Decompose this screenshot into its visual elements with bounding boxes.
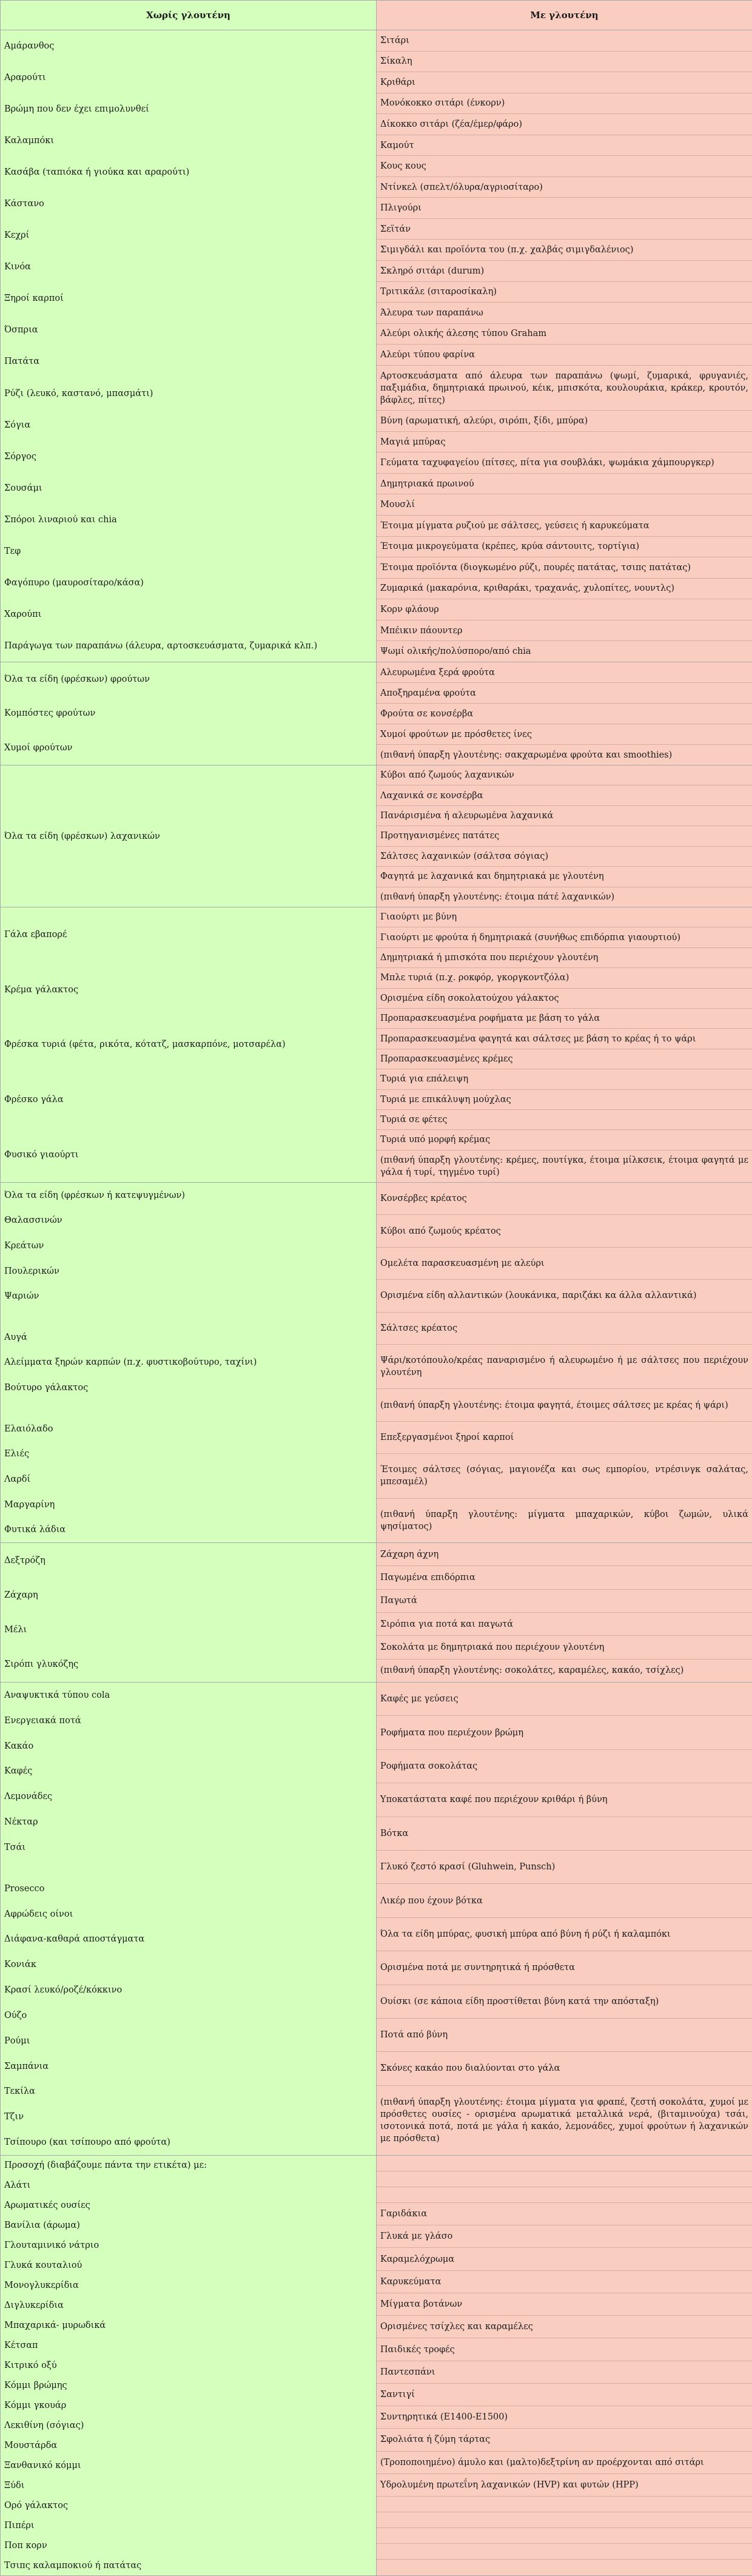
list-item: Πλιγούρι xyxy=(377,198,752,219)
list-item: Σίκαλη xyxy=(377,52,752,73)
list-item: Έτοιμα μίγματα ρυζιού με σάλτσες, γεύσεις ή καρυκεύματα xyxy=(377,516,752,537)
list-item: Αλευρωμένα ξερά φρούτα xyxy=(377,662,752,683)
list-item: Μέλι xyxy=(1,1613,376,1647)
list-item: Δεξτρόζη xyxy=(1,1543,376,1578)
list-item: Κονσέρβες κρέατος xyxy=(377,1183,752,1215)
list-item: Βύνη (αρωματική, αλεύρι, σιρόπι, ξίδι, μπύρα) xyxy=(377,411,752,432)
list-item: Λεμονάδες xyxy=(1,1784,376,1809)
list-item: Τυριά υπό μορφή κρέμας xyxy=(377,1130,752,1150)
list-item: Αμάρανθος xyxy=(1,30,376,62)
list-item: Βότκα xyxy=(377,1817,752,1851)
list-item: Νέκταρ xyxy=(1,1809,376,1835)
list-spacer xyxy=(377,2187,752,2203)
list-item: Καφές με γεύσεις xyxy=(377,1683,752,1716)
list-item: Ξηροί καρποί xyxy=(1,283,376,314)
list-item: Καφές xyxy=(1,1758,376,1784)
list-item: Προτηγανισμένες πατάτες xyxy=(377,826,752,846)
list-item: Αρωματικές ουσίες xyxy=(1,2196,376,2216)
list-item: Κορν φλάουρ xyxy=(377,599,752,620)
list-item: Ποτά από βύνη xyxy=(377,2019,752,2052)
list-item: Ορισμένα ποτά με συντηρητικά ή πρόσθετα xyxy=(377,1951,752,1985)
list-spacer xyxy=(377,2497,752,2512)
list-item: Ζάχαρη xyxy=(1,1578,376,1612)
list-item: Βούτυρο γάλακτος xyxy=(1,1375,376,1401)
list-item: Γλυκά με γλάσο xyxy=(377,2225,752,2248)
list-item: Γλυκά κουταλιού xyxy=(1,2256,376,2276)
list-item: Παιδικές τροφές xyxy=(377,2338,752,2361)
list-item: Ζάχαρη άχνη xyxy=(377,1543,752,1566)
list-item: (πιθανή ύπαρξη γλουτένης: έτοιμα πάτέ λαχανικών) xyxy=(377,887,752,907)
list-item: Τσίπουρο (και τσίπουρο από φρούτα) xyxy=(1,2130,376,2155)
list-item: (πιθανή ύπαρξη γλουτένης: έτοιμα φαγητά, έτοιμες σάλτσες με κρέας ή ψάρι) xyxy=(377,1389,752,1421)
list-item: Παγωμένα επιδόρπια xyxy=(377,1566,752,1589)
list-item: Αλεύρι ολικής άλεσης τύπου Graham xyxy=(377,324,752,345)
list-item: Σιτάρι xyxy=(377,30,752,52)
list-item: Κρέμα γάλακτος xyxy=(1,963,376,1018)
list-item: Σοκολάτα με δημητριακά που περιέχουν γλουτένη xyxy=(377,1636,752,1659)
section-condiments xyxy=(1,2156,752,2576)
list-item: Γαριδάκια xyxy=(377,2203,752,2225)
list-item: Σεϊτάν xyxy=(377,219,752,240)
list-item: Φρέσκο γάλα xyxy=(1,1072,376,1128)
list-item: Σόργος xyxy=(1,441,376,472)
list-item: Φαγόπυρο (μαυροσίταρο/κάσα) xyxy=(1,567,376,599)
gluten-free-cell xyxy=(1,765,377,907)
list-item: Αλάτι xyxy=(1,2176,376,2196)
list-spacer xyxy=(377,2512,752,2528)
list-item: Ορισμένες τσίχλες και καραμέλες xyxy=(377,2316,752,2338)
list-item: Κινόα xyxy=(1,251,376,283)
list-item: Σκληρό σιτάρι (durum) xyxy=(377,261,752,282)
list-item: Κέτσαπ xyxy=(1,2336,376,2356)
list-item: Τεφ xyxy=(1,536,376,567)
list-item: Ομελέτα παρασκευασμένη με αλεύρι xyxy=(377,1248,752,1280)
list-item: Ροφήματα σοκολάτας xyxy=(377,1750,752,1783)
with-gluten-cell xyxy=(377,1183,752,1543)
list-item: Φρέσκα τυριά (φέτα, ρικότα, κότατζ, μασκαρπόνε, μοτσαρέλα) xyxy=(1,1017,376,1072)
list-item: Σαντιγί xyxy=(377,2384,752,2406)
table-body xyxy=(1,30,752,2576)
list-item: Αραρούτι xyxy=(1,62,376,93)
list-item: Υδρολυμένη πρωτεΐνη λαχανικών (HVP) και φυτών (HPP) xyxy=(377,2474,752,2497)
list-item: Υποκατάστατα καφέ που περιέχουν κριθάρι ή βύνη xyxy=(377,1783,752,1817)
list-item: Ποπ κορν xyxy=(1,2535,376,2555)
list-item: Αλείμματα ξηρών καρπών (π.χ. φυστικοβούτυρο, ταχίνι) xyxy=(1,1350,376,1376)
list-item: Όλα τα είδη (φρέσκων) φρούτων xyxy=(1,662,376,696)
list-item: Ρύζι (λευκό, καστανό, μπασμάτι) xyxy=(1,378,376,409)
with-gluten-cell xyxy=(377,1683,752,2156)
list-item: Καρυκεύματα xyxy=(377,2271,752,2293)
list-item: Ψαριών xyxy=(1,1283,376,1309)
list-item: Σαμπάνια xyxy=(1,2054,376,2079)
list-item: Κάστανο xyxy=(1,188,376,220)
list-item: Αναψυκτικά τύπου cola xyxy=(1,1683,376,1708)
list-item: Ντίνκελ (σπελτ/όλυρα/αγριοσίταρο) xyxy=(377,177,752,198)
list-item: Σόγια xyxy=(1,409,376,441)
list-item: Γάλα εβαπορέ xyxy=(1,907,376,963)
list-item: Κρασί λευκό/ροζέ/κόκκινο xyxy=(1,1977,376,2003)
list-item: Κριθάρι xyxy=(377,72,752,93)
list-item: Διγλυκερίδια xyxy=(1,2296,376,2316)
list-item: Κους κους xyxy=(377,156,752,177)
list-item: Ψάρι/κοτόπουλο/κρέας παναρισμένο ή αλευρωμένο ή με σάλτσες που περιέχουν γλουτένη xyxy=(377,1345,752,1389)
list-item: Ψωμί ολικής/πολύσπορο/από chia xyxy=(377,641,752,662)
gluten-free-cell xyxy=(1,1183,377,1543)
list-item: Έτοιμες σάλτσες (σόγιας, μαγιονέζα και σως εμπορίου, ντρέσινγκ σαλάτας, μπεσαμέλ) xyxy=(377,1454,752,1498)
list-spacer xyxy=(377,2528,752,2544)
list-item: Μαργαρίνη xyxy=(1,1492,376,1518)
list-item: Σφολιάτα ή ζύμη τάρτας xyxy=(377,2429,752,2451)
with-gluten-cell xyxy=(377,765,752,907)
list-item: Συντηρητικά (Ε1400-Ε1500) xyxy=(377,2406,752,2429)
list-item: Προπαρασκευασμένα φαγητά και σάλτσες με βάση το κρέας ή το ψάρι xyxy=(377,1029,752,1049)
section-vegetables xyxy=(1,765,752,907)
with-gluten-cell xyxy=(377,907,752,1183)
list-item: Μπλε τυριά (π.χ. ροκφόρ, γκοργκοντζόλα) xyxy=(377,968,752,988)
list-item: Ουίσκι (σε κάποια είδη προστίθεται βύνη κατά την απόσταξη) xyxy=(377,1985,752,2019)
list-item: Σάλτσες λαχανικών (σάλτσα σόγιας) xyxy=(377,847,752,867)
list-item: Μουσλί xyxy=(377,494,752,516)
list-item: Φρούτα σε κονσέρβα xyxy=(377,704,752,724)
with-gluten-cell xyxy=(377,2156,752,2576)
with-gluten-cell xyxy=(377,1543,752,1683)
list-item: Μονόκοκκο σιτάρι (ένκορν) xyxy=(377,93,752,115)
gluten-free-column-header: Χωρίς γλουτένη xyxy=(1,1,377,30)
section-fruits xyxy=(1,662,752,765)
list-item: Χαρούπι xyxy=(1,599,376,630)
list-item: Όλα τα είδη (φρέσκων) λαχανικών xyxy=(1,765,376,907)
list-item: Τυριά σε φέτες xyxy=(377,1110,752,1130)
gluten-free-cell xyxy=(1,30,377,662)
list-spacer xyxy=(1,1401,376,1416)
list-item: (πιθανή ύπαρξη γλουτένης: μίγματα μπαχαρικών, κύβοι ζωμών, υλικά ψησίματος) xyxy=(377,1499,752,1542)
list-item: Ξύδι xyxy=(1,2475,376,2495)
list-item: Κονιάκ xyxy=(1,1952,376,1977)
list-spacer xyxy=(377,2171,752,2187)
list-item: Αφρώδεις οίνοι xyxy=(1,1902,376,1927)
list-item: Ορό γάλακτος xyxy=(1,2495,376,2515)
list-item: Τσάι xyxy=(1,1835,376,1860)
list-item: (πιθανή ύπαρξη γλουτένης: κρέμες, πουτίγκα, έτοιμα μίλκσεικ, έτοιμα φαγητά με γάλα ή τυρί, τηγμένο τυρί) xyxy=(377,1151,752,1182)
table-header-row xyxy=(1,1,752,30)
list-item: Ορισμένα είδη σοκολατούχου γάλακτος xyxy=(377,989,752,1009)
list-item: Όσπρια xyxy=(1,314,376,346)
list-spacer xyxy=(377,2156,752,2171)
list-item: Ελιές xyxy=(1,1441,376,1467)
list-spacer xyxy=(1,1860,376,1876)
list-item: Αλεύρι τύπου φαρίνα xyxy=(377,345,752,366)
with-gluten-cell xyxy=(377,662,752,765)
list-item: Τζιν xyxy=(1,2104,376,2130)
list-item: Διάφανα-καθαρά αποστάγματα xyxy=(1,1926,376,1952)
list-item: Όλα τα είδη μπύρας, φυσική μπύρα από βύνη ή ρύζι ή καλαμπόκι xyxy=(377,1918,752,1951)
list-item: Αρτοσκευάσματα από άλευρα των παραπάνω (ψωμί, ζυμαρικά, φρυγανιές, παξιμάδια, δημητριακά πρωινού, κέικ, μπισκότα, κουλουράκια, κράκερ, κρουτόν, βάφλες, πίτες) xyxy=(377,366,752,411)
list-item: Άλευρα των παραπάνω xyxy=(377,303,752,324)
list-item: Ρούμι xyxy=(1,2028,376,2054)
list-item: Πανάρισμένα ή αλευρωμένα λαχανικά xyxy=(377,806,752,826)
section-beverages xyxy=(1,1683,752,2156)
list-item: Φαγητά με λαχανικά και δημητριακά με γλουτένη xyxy=(377,867,752,887)
list-item: Επεξεργασμένοι ξηροί καρποί xyxy=(377,1422,752,1454)
section-grains xyxy=(1,30,752,662)
list-item: Μίγματα βοτάνων xyxy=(377,2293,752,2316)
list-item: Μπέικιν πάουντερ xyxy=(377,620,752,642)
list-item: Σιμιγδάλι και προϊόντα του (π.χ. χαλβάς σιμιγδαλένιος) xyxy=(377,240,752,261)
list-item: Καραμελόχρωμα xyxy=(377,2248,752,2270)
list-item: Κόμμι βρώμης xyxy=(1,2375,376,2395)
list-item: Μαγιά μπύρας xyxy=(377,432,752,453)
list-item: Κασάβα (ταπιόκα ή γιούκα και αραρούτι) xyxy=(1,156,376,188)
list-spacer xyxy=(377,2544,752,2560)
list-item: Γιαούρτι με βύνη xyxy=(377,907,752,927)
list-item: Πιπέρι xyxy=(1,2515,376,2535)
list-item: Τεκίλα xyxy=(1,2079,376,2104)
list-item: Ορισμένα είδη αλλαντικών (λουκάνικα, παριζάκι κα άλλα αλλαντικά) xyxy=(377,1280,752,1312)
list-item: Λαχανικά σε κονσέρβα xyxy=(377,785,752,805)
list-item: Αυγά xyxy=(1,1325,376,1350)
section-protein-fats xyxy=(1,1183,752,1543)
gluten-free-cell xyxy=(1,662,377,765)
gluten-free-cell xyxy=(1,1683,377,2156)
list-item: Ούζο xyxy=(1,2003,376,2028)
list-item: Κύβοι από ζωμούς κρέατος xyxy=(377,1215,752,1247)
list-item: Παράγωγα των παραπάνω (άλευρα, αρτοσκευάσματα, ζυμαρικά κλπ.) xyxy=(1,630,376,662)
list-item: Ελαιόλαδο xyxy=(1,1416,376,1442)
list-item: Ξανθανικό κόμμι xyxy=(1,2455,376,2475)
list-spacer xyxy=(1,1309,376,1325)
list-item: Βανίλια (άρωμα) xyxy=(1,2216,376,2236)
section-dairy xyxy=(1,907,752,1183)
list-item: Ενεργειακά ποτά xyxy=(1,1708,376,1734)
list-item: (πιθανή ύπαρξη γλουτένης: σοκολάτες, καραμέλες, κακάο, τσίχλες) xyxy=(377,1660,752,1682)
list-item: Έτοιμα μικρογεύματα (κρέπες, κρύα σάντουιτς, τορτίγια) xyxy=(377,537,752,558)
with-gluten-cell xyxy=(377,30,752,662)
list-item: Prosecco xyxy=(1,1876,376,1902)
list-item: Φυσικό γιαούρτι xyxy=(1,1127,376,1182)
list-item: Παντεσπάνι xyxy=(377,2361,752,2384)
list-item: Φυτικά λάδια xyxy=(1,1517,376,1542)
list-item: Γλυκό ζεστό κρασί (Gluhwein, Punsch) xyxy=(377,1851,752,1884)
list-item: Κομπόστες φρούτων xyxy=(1,696,376,730)
list-item: Γεύματα ταχυφαγείου (πίτσες, πίτα για σουβλάκι, ψωμάκια χάμπουργκερ) xyxy=(377,452,752,474)
list-item: Σάλτσες κρέατος xyxy=(377,1313,752,1345)
list-item: (πιθανή ύπαρξη γλουτένης: έτοιμα μίγματα για φραπέ, ζεστή σοκολάτα, χυμοί με πρόσθετες ουσίες - ορισμένα αρωματικά μεταλλικά νερά, (βιταμινούχα) τσάι, ισοτονικά ποτά, ποτά με γάλα ή κακάο, λεμονάδες, χυμοί φρούτων ή λαχανικών με πρόσθετα) xyxy=(377,2086,752,2155)
list-item: Προπαρασκευασμένες κρέμες xyxy=(377,1049,752,1069)
with-gluten-column-header: Με γλουτένη xyxy=(377,1,752,30)
list-item: Μουστάρδα xyxy=(1,2435,376,2455)
list-item: Προπαρασκευασμένα ροφήματα με βάση το γάλα xyxy=(377,1009,752,1029)
list-item: Μονογλυκερίδια xyxy=(1,2276,376,2296)
list-item: Κύβοι από ζωμούς λαχανικών xyxy=(377,765,752,785)
list-item: Σουσάμι xyxy=(1,472,376,504)
list-item: Λαρδί xyxy=(1,1467,376,1492)
list-item: Τσιπς καλαμποκιού ή πατάτας xyxy=(1,2555,376,2575)
list-item: Ζυμαρικά (μακαρόνια, κριθαράκι, τραχανάς, χυλοπίτες, νουντλς) xyxy=(377,579,752,600)
list-item: Σκόνες κακάο που διαλύονται στο γάλα xyxy=(377,2052,752,2085)
list-item: Κρεάτων xyxy=(1,1233,376,1259)
list-item: Δημητριακά πρωινού xyxy=(377,474,752,495)
list-item: Όλα τα είδη (φρέσκων ή κατεψυγμένων) xyxy=(1,1183,376,1208)
list-item: Σιρόπια για ποτά και παγωτά xyxy=(377,1613,752,1636)
section-sweets xyxy=(1,1543,752,1683)
list-item: Χυμοί φρούτων xyxy=(1,731,376,765)
list-item: Λικέρ που έχουν βότκα xyxy=(377,1884,752,1917)
list-item: Παγωτά xyxy=(377,1590,752,1613)
list-item: Δημητριακά ή μπισκότα που περιέχουν γλουτένη xyxy=(377,948,752,968)
list-item: Βρώμη που δεν έχει επιμολυνθεί xyxy=(1,93,376,125)
list-item: Προσοχή (διαβάζουμε πάντα την ετικέτα) με: xyxy=(1,2156,376,2176)
list-item: Καμούτ xyxy=(377,135,752,156)
list-item: Χυμοί φρούτων με πρόσθετες ίνες xyxy=(377,724,752,745)
list-item: Τριτικάλε (σιταροσίκαλη) xyxy=(377,282,752,303)
list-item: Κιτρικό οξύ xyxy=(1,2356,376,2376)
list-item: Ροφήματα που περιέχουν βρώμη xyxy=(377,1716,752,1749)
list-item: Πουλερικών xyxy=(1,1259,376,1284)
list-item: Δίκοκκο σιτάρι (ζέα/έμερ/φάρο) xyxy=(377,114,752,135)
list-item: Τυριά με επικάλυψη μούχλας xyxy=(377,1090,752,1110)
gluten-free-cell xyxy=(1,1543,377,1683)
list-item: Καλαμπόκι xyxy=(1,125,376,156)
list-item: Γιαούρτι με φρούτα ή δημητριακά (συνήθως επιδόρπια γιαουρτιού) xyxy=(377,927,752,947)
gluten-free-cell xyxy=(1,907,377,1183)
list-item: Σιρόπι γλυκόζης xyxy=(1,1647,376,1682)
list-item: Έτοιμα προϊόντα (διογκωμένο ρύζι, πουρές πατάτας, τσιπς πατάτας) xyxy=(377,557,752,579)
list-item: Κόμμι γκουάρ xyxy=(1,2395,376,2415)
list-item: Γλουταμινικό νάτριο xyxy=(1,2236,376,2256)
list-item: Λεκιθίνη (σόγιας) xyxy=(1,2415,376,2435)
list-item: Κεχρί xyxy=(1,220,376,251)
list-spacer xyxy=(377,2560,752,2575)
list-item: (Τροποποιημένο) άμυλο και (μαλτο)δεξτρίνη αν προέρχονται από σιτάρι xyxy=(377,2452,752,2474)
list-item: (πιθανή ύπαρξη γλουτένης: σακχαρωμένα φρούτα και smoothies) xyxy=(377,745,752,765)
list-item: Μπαχαρικά- μυρωδικά xyxy=(1,2316,376,2336)
list-item: Σπόροι λιναριού και chia xyxy=(1,504,376,536)
gluten-free-cell xyxy=(1,2156,377,2576)
list-item: Θαλασσινών xyxy=(1,1208,376,1234)
list-item: Τυριά για επάλειψη xyxy=(377,1069,752,1089)
list-item: Αποξηραμένα φρούτα xyxy=(377,683,752,704)
list-item: Κακάο xyxy=(1,1734,376,1759)
list-item: Πατάτα xyxy=(1,346,376,377)
